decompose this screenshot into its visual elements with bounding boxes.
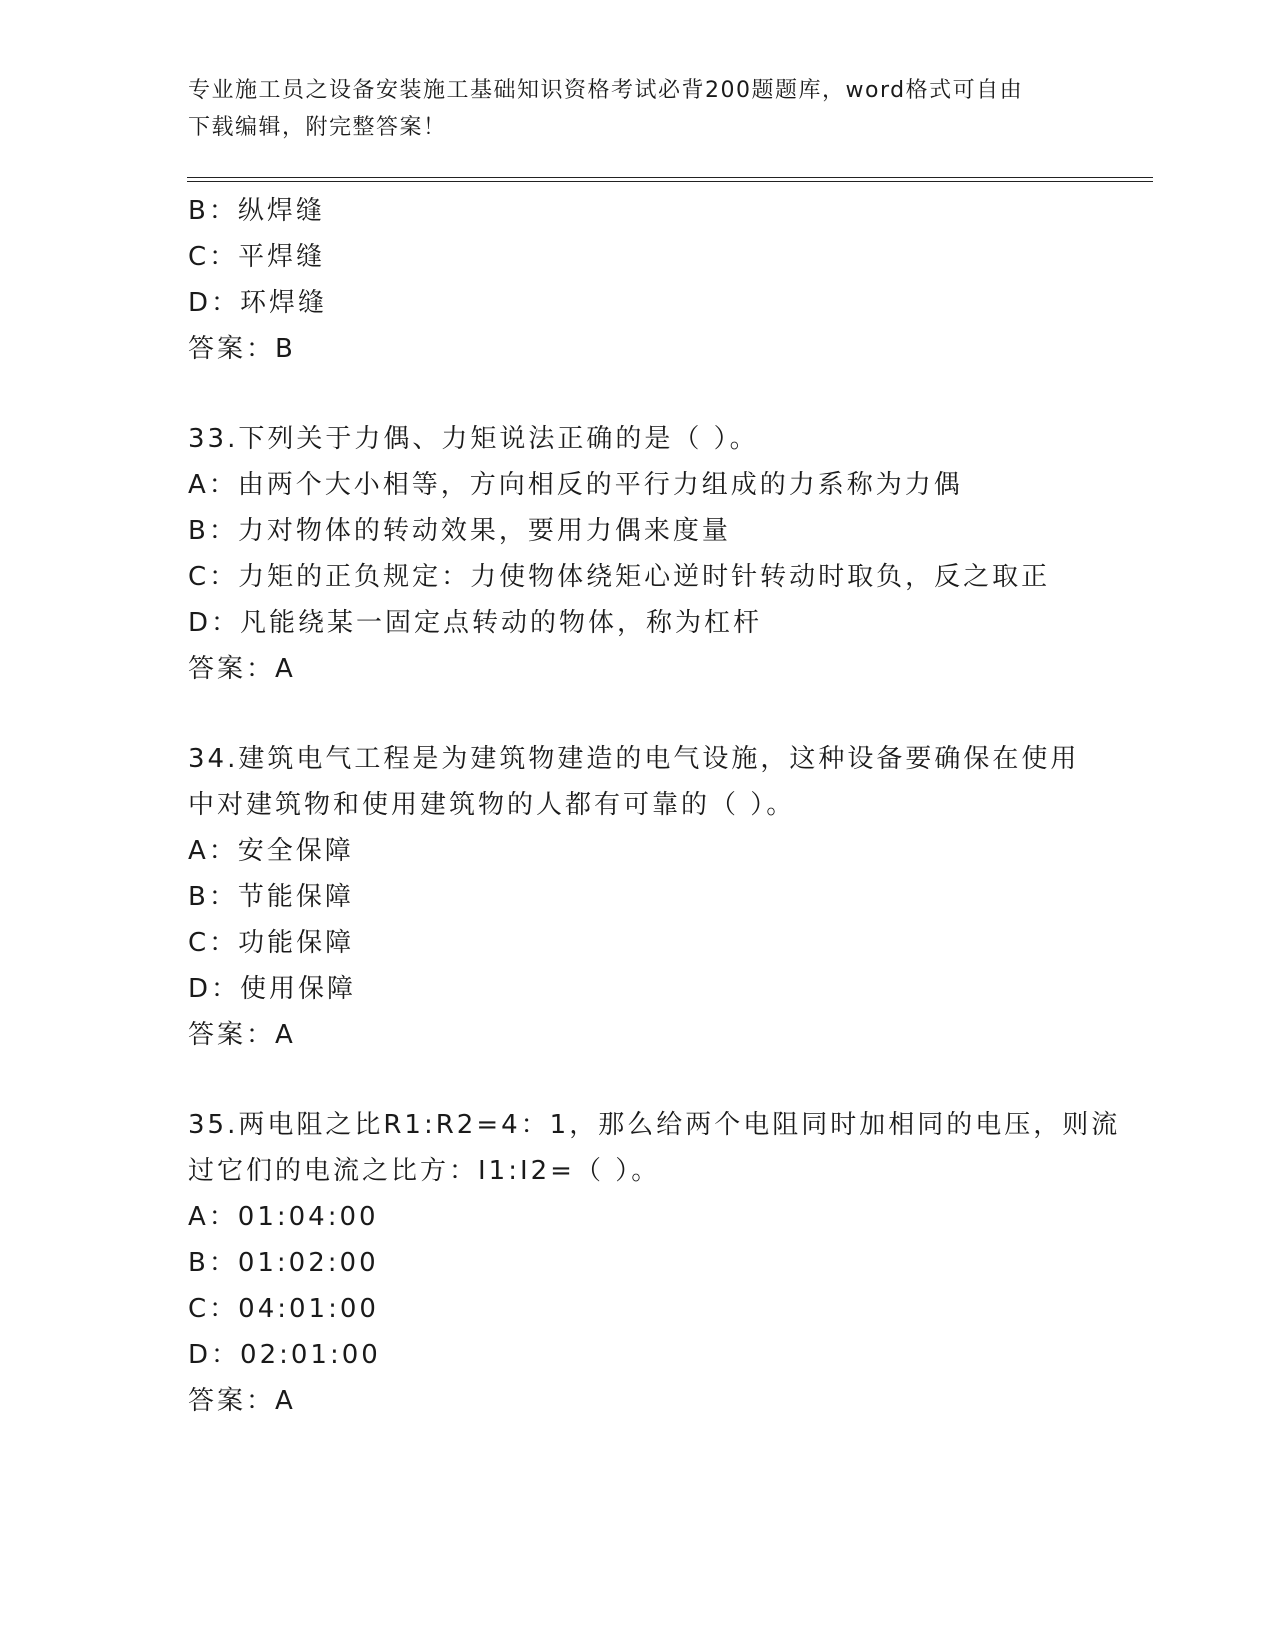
option-c: C：04:01:00 — [188, 1294, 379, 1324]
answer: 答案：A — [188, 654, 296, 684]
option-b: B：纵焊缝 — [188, 196, 325, 226]
option-c: C：功能保障 — [188, 928, 355, 958]
option-b: B：01:02:00 — [188, 1248, 379, 1278]
question-stem-line-2: 过它们的电流之比方：I1:I2=（ ）。 — [188, 1156, 661, 1186]
answer: 答案：A — [188, 1020, 296, 1050]
question-35 — [188, 1102, 1121, 1424]
option-a: A：安全保障 — [188, 836, 354, 866]
option-c: C：平焊缝 — [188, 242, 326, 272]
question-33 — [188, 416, 1088, 692]
header-line-2: 下载编辑，附完整答案！ — [188, 115, 447, 140]
option-a: A：由两个大小相等，方向相反的平行力组成的力系称为力偶 — [188, 470, 963, 500]
option-d: D：02:01:00 — [188, 1340, 381, 1370]
question-stem-line-1: 34.建筑电气工程是为建筑物建造的电气设施，这种设备要确保在使用 — [188, 744, 1080, 774]
question-34 — [188, 736, 1088, 1058]
document-body — [188, 188, 1121, 1424]
option-d: D：凡能绕某一固定点转动的物体，称为杠杆 — [188, 608, 763, 638]
answer: 答案：A — [188, 1386, 296, 1416]
question-stem-line-1: 35.两电阻之比R1:R2=4：1，那么给两个电阻同时加相同的电压，则流 — [188, 1110, 1121, 1140]
question-stem: 33.下列关于力偶、力矩说法正确的是（ ）。 — [188, 424, 759, 454]
partial-question — [188, 188, 1088, 372]
option-b: B：力对物体的转动效果，要用力偶来度量 — [188, 516, 731, 546]
option-d: D：使用保障 — [188, 974, 357, 1004]
option-b: B：节能保障 — [188, 882, 354, 912]
answer: 答案：B — [188, 334, 296, 364]
option-d: D：环焊缝 — [188, 288, 328, 318]
header-double-rule — [187, 177, 1153, 182]
option-c: C：力矩的正负规定：力使物体绕矩心逆时针转动时取负，反之取正 — [188, 562, 1051, 592]
option-a: A：01:04:00 — [188, 1202, 379, 1232]
header-line-1: 专业施工员之设备安装施工基础知识资格考试必背200题题库，word格式可自由 — [188, 78, 1024, 103]
question-stem-line-2: 中对建筑物和使用建筑物的人都有可靠的（ ）。 — [188, 790, 796, 820]
document-header — [188, 72, 1068, 146]
